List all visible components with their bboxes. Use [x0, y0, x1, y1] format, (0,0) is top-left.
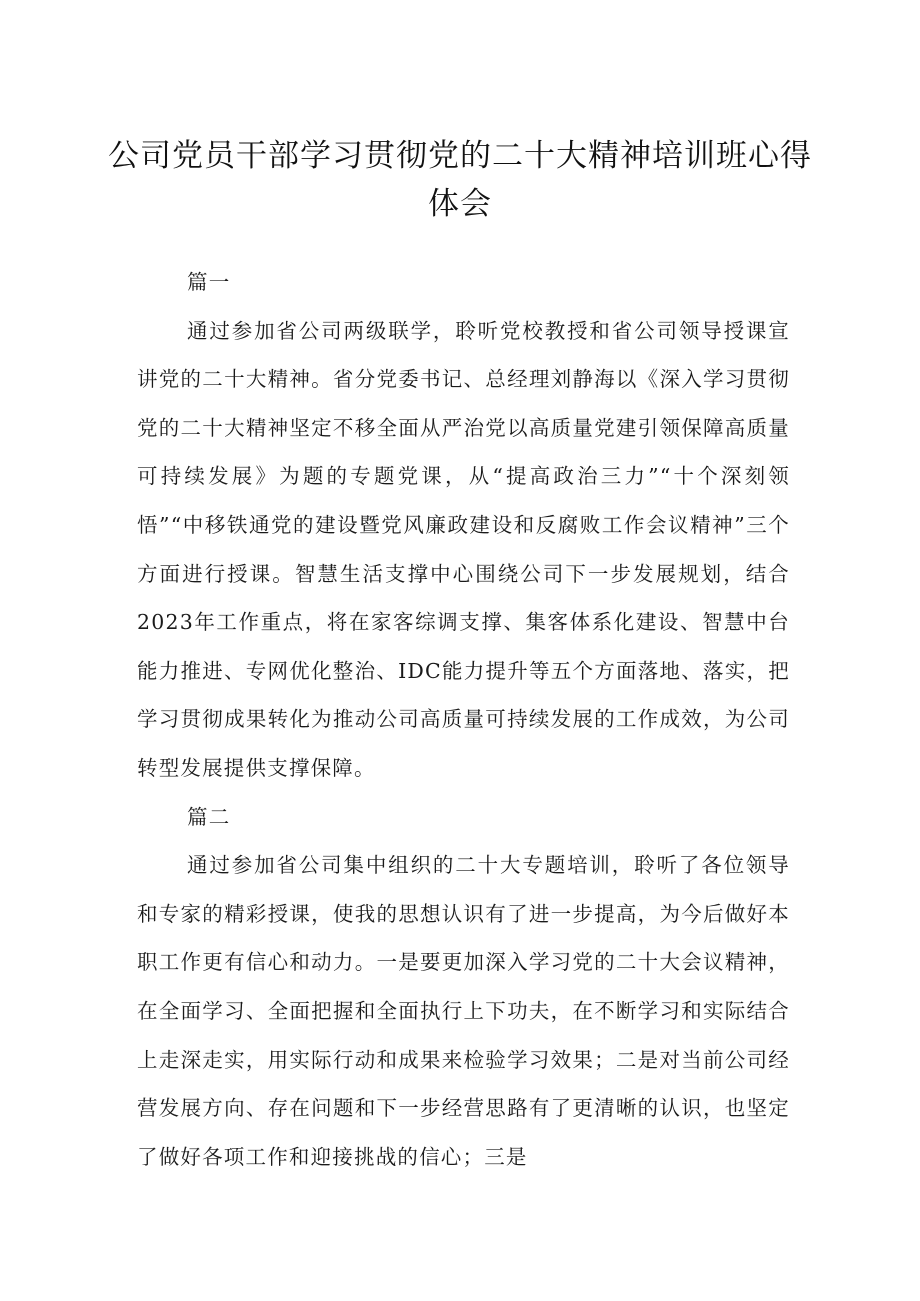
document-body [137, 258, 790, 1181]
section-paragraph: 通过参加省公司集中组织的二十大专题培训，聆听了各位领导和专家的精彩授课，使我的思想认识有了进一步提高，为今后做好本职工作更有信心和动力。一是要更加深入学习党的二十大会议精神，在全面学习、全面把握和全面执行上下功夫，在不断学习和实际结合上走深走实，用实际行动和成果来检验学习效果；二是对当前公司经营发展方向、存在问题和下一步经营思路有了更清晰的认识，也坚定了做好各项工作和迎接挑战的信心；三是 [137, 853, 790, 1169]
document-title: 公司党员干部学习贯彻党的二十大精神培训班心得体会 [108, 138, 812, 222]
section-paragraph: 通过参加省公司两级联学，聆听党校教授和省公司领导授课宣讲党的二十大精神。省分党委书记、总经理刘静海以《深入学习贯彻党的二十大精神坚定不移全面从严治党以高质量党建引领保障高质量可持续发展》为题的专题党课，从“提高政治三力”“十个深刻领悟”“中移铁通党的建设暨党风廉政建设和反腐败工作会议精神”三个方面进行授课。智慧生活支撑中心围绕公司下一步发展规划，结合2023年工作重点，将在家客综调支撑、集客体系化建设、智慧中台能力推进、专网优化整治、IDC能力提升等五个方面落地、落实，把学习贯彻成果转化为推动公司高质量可持续发展的工作成效，为公司转型发展提供支撑保障。 [137, 318, 790, 780]
section-heading: 篇二 [187, 804, 231, 829]
section-heading: 篇一 [187, 270, 231, 294]
